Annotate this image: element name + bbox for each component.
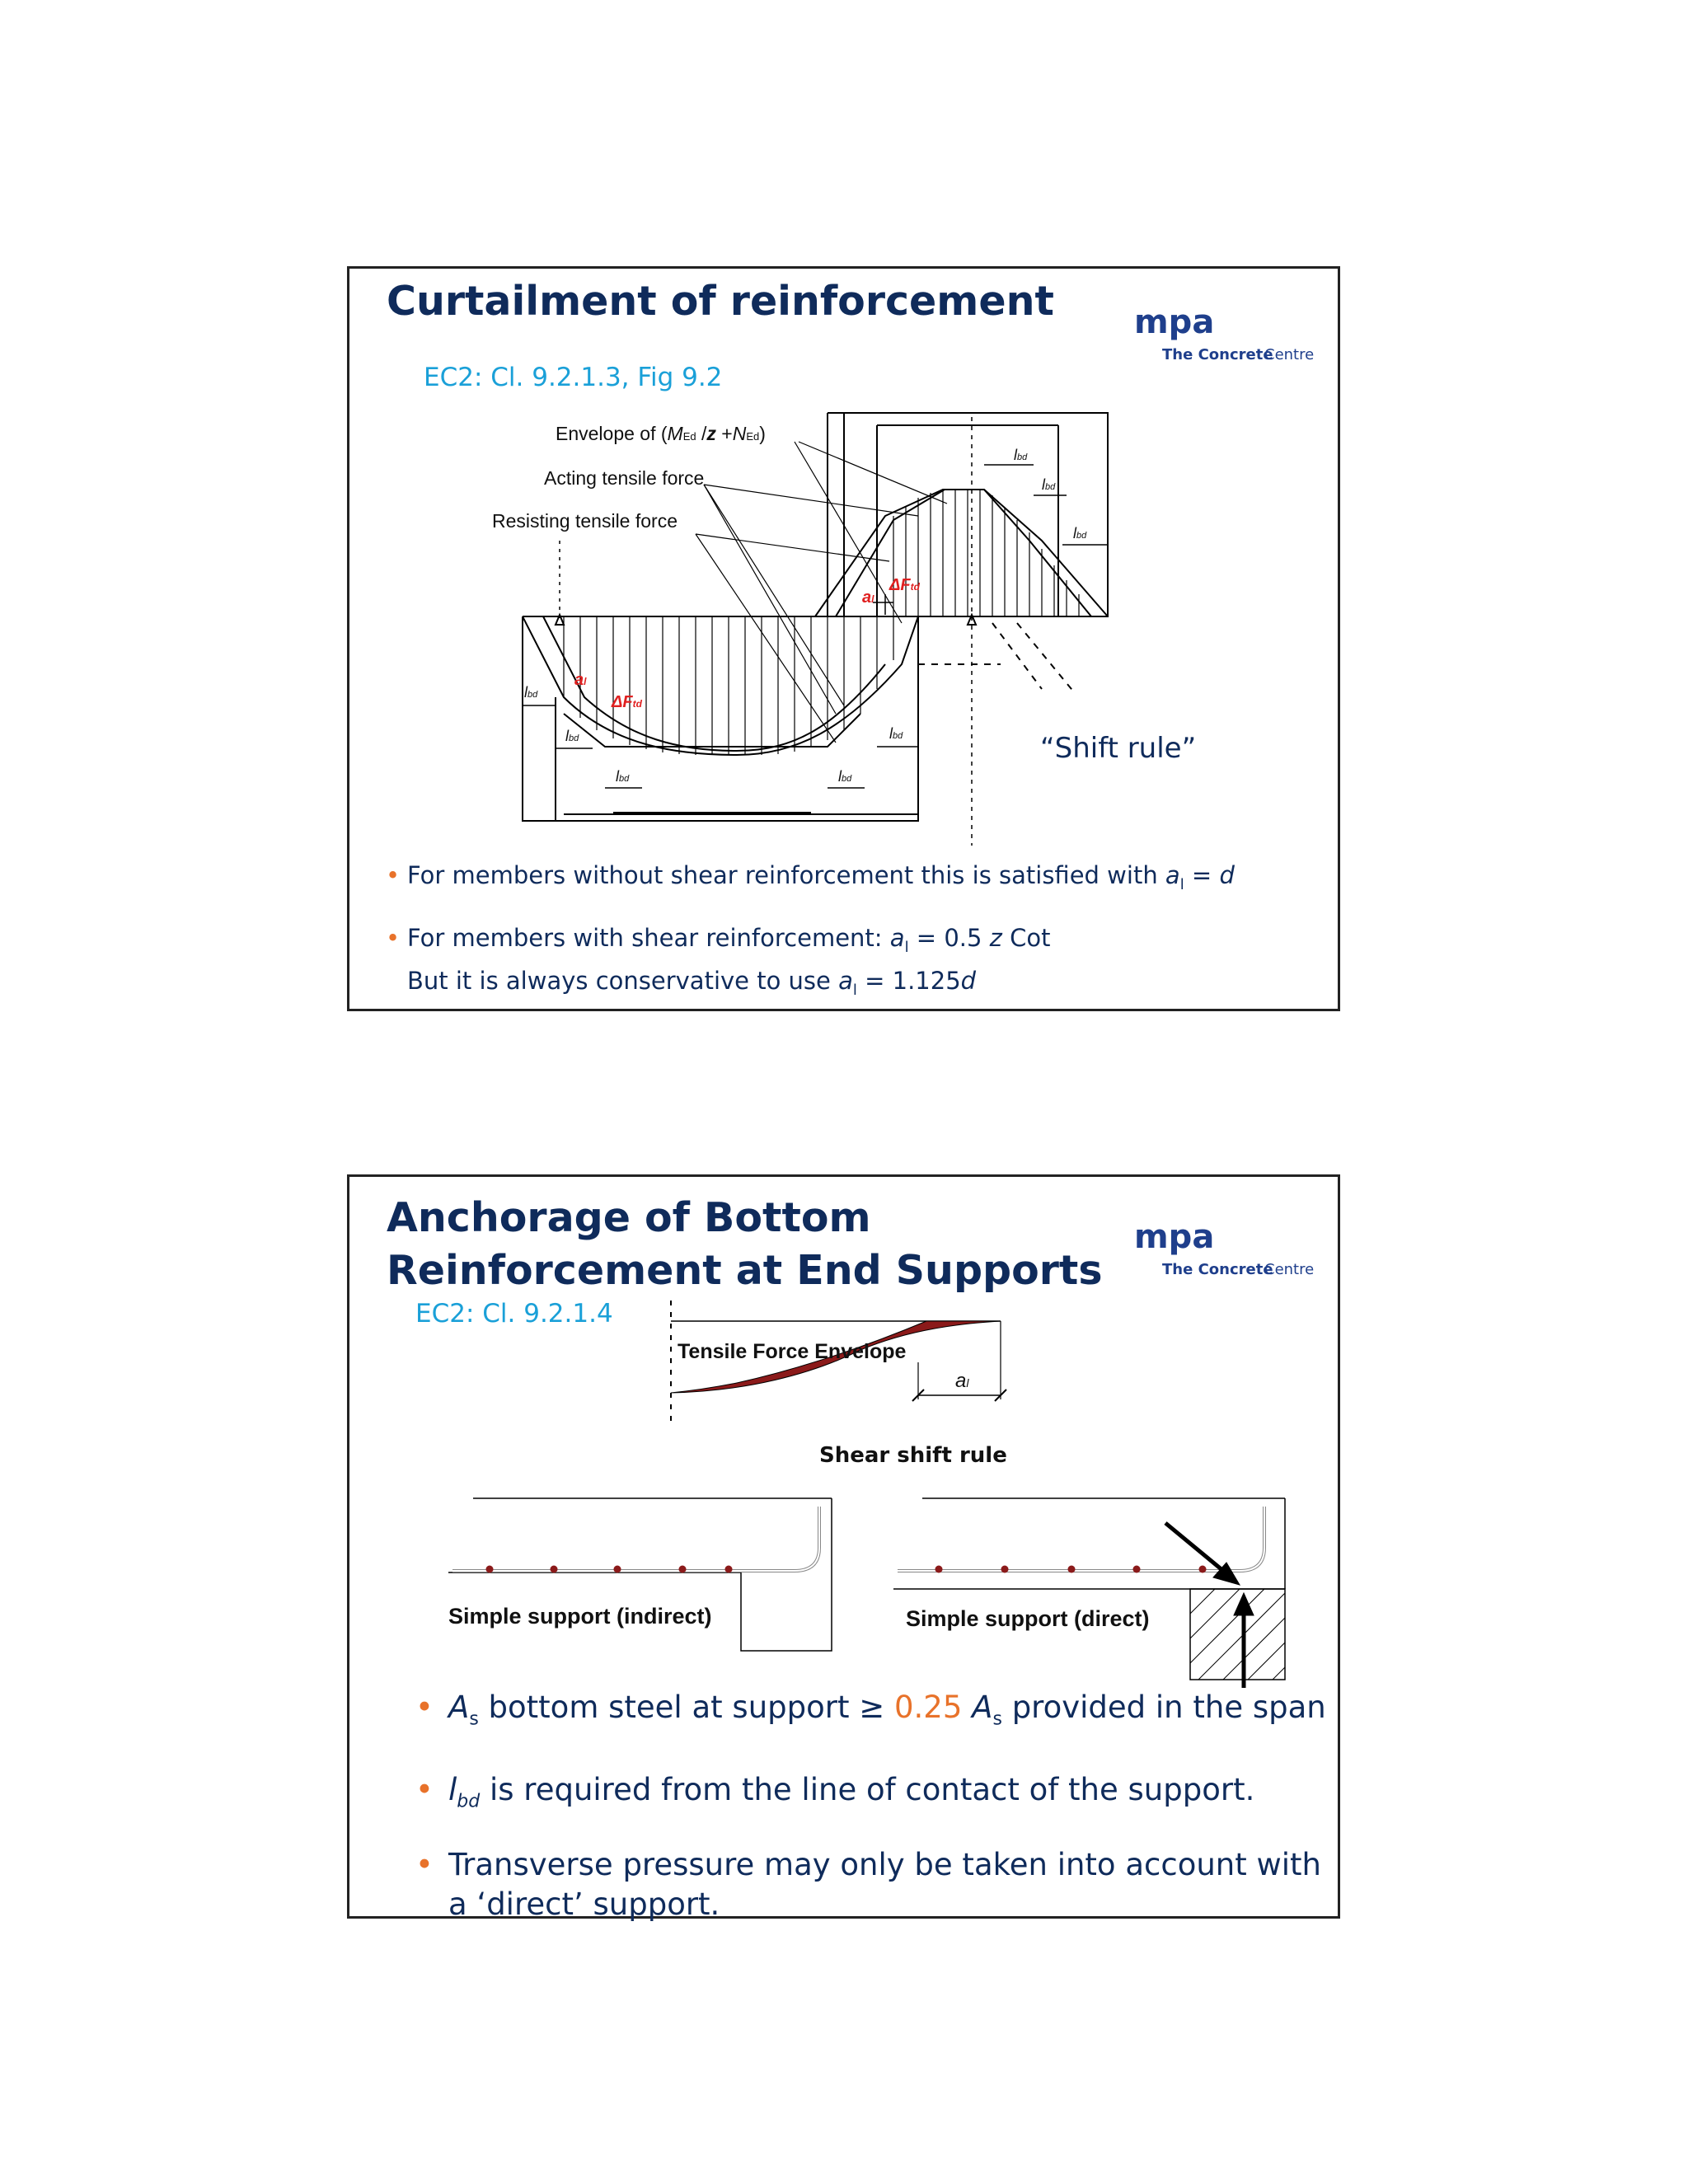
bullet-dot: •	[386, 861, 401, 889]
indirect-support-label: Simple support (indirect)	[448, 1604, 712, 1629]
bullet-1-text: For members without shear reinforcement this is satisfied with	[407, 861, 1165, 889]
svg-text:lbd	[524, 684, 538, 701]
bullet-2-line2: But it is always conservative to use	[407, 966, 839, 995]
delta-f-label-2: ΔF	[889, 576, 911, 594]
bullet-1-value: 0.25	[894, 1690, 963, 1725]
bullet-1-as2: A	[962, 1690, 993, 1725]
title-line-1: Anchorage of Bottom	[387, 1194, 871, 1241]
logo-brand: mpa	[1134, 1218, 1215, 1256]
bullet-2-sub2: l	[852, 981, 857, 999]
bullet-dot: •	[415, 1846, 434, 1882]
svg-text:al	[574, 671, 587, 689]
al-sub-1: l	[584, 676, 587, 687]
bullet-3-line1: Transverse pressure may only be taken into account with	[448, 1846, 1321, 1882]
bullet-2-z: z	[989, 923, 1002, 952]
lbd-sub-7: bd	[1045, 482, 1056, 492]
bullet-2-a2: a	[838, 966, 853, 995]
svg-text:lbd	[889, 725, 903, 742]
svg-text:lbd	[1014, 447, 1028, 463]
bullet-2-cot: Cot	[1001, 923, 1051, 952]
bullet-1-s: s	[469, 1708, 479, 1730]
lbd-sub-1: bd	[528, 690, 538, 700]
svg-text:lbd	[565, 728, 579, 744]
bullet-2-eq: = 0.5	[908, 923, 990, 952]
bullet-2	[415, 1770, 1326, 1821]
label-acting-force: Acting tensile force	[544, 467, 705, 489]
lbd-sub-5: bd	[893, 731, 903, 741]
lbd-sub-8: bd	[1076, 531, 1087, 541]
lbd-sub-6: bd	[1017, 452, 1028, 462]
shear-shift-label: Shear shift rule	[819, 1443, 1007, 1468]
bullet-1-as: A	[448, 1690, 470, 1725]
label-envelope-ed1: Ed	[682, 430, 696, 443]
bullet-1	[415, 1688, 1326, 1739]
label-envelope-n: N	[732, 423, 747, 444]
lbd-label-4: l	[838, 768, 842, 785]
bullet-2-text: For members with shear reinforcement:	[407, 923, 890, 952]
lbd-sub-2: bd	[569, 733, 579, 743]
svg-text:al	[955, 1370, 969, 1392]
title-line-2: Reinforcement at End Supports	[387, 1247, 1103, 1294]
anchorage-diagram	[349, 1177, 1339, 1688]
bullet-dot: •	[386, 923, 401, 952]
label-envelope: Envelope of (	[556, 423, 668, 444]
delta-f-sub-2: td	[910, 581, 920, 593]
bullet-3	[415, 1845, 1326, 1924]
bullet-1-eq: =	[1184, 861, 1220, 889]
logo-tagline-bold: The Concrete	[1162, 346, 1273, 363]
svg-text:lbd	[838, 768, 852, 785]
lbd-sub-3: bd	[619, 774, 630, 784]
tensile-envelope-label: Tensile Force Envelope	[678, 1340, 907, 1363]
logo-tagline-rest: Centre	[1264, 346, 1315, 363]
bullet-1-s2: s	[992, 1708, 1002, 1730]
bullet-1	[386, 859, 1235, 902]
bullet-list	[415, 1688, 1326, 1924]
lbd-label-8: l	[1073, 525, 1076, 541]
lbd-sub-4: bd	[842, 774, 852, 784]
code-reference: EC2: Cl. 9.2.1.3, Fig 9.2	[424, 363, 723, 392]
logo-tagline-rest: Centre	[1264, 1261, 1315, 1278]
label-envelope-suffix: )	[759, 423, 766, 444]
bullet-list	[386, 859, 1235, 1006]
bullet-dot: •	[415, 1772, 434, 1808]
bullet-2-sub: l	[904, 938, 909, 956]
lbd-label-6: l	[1014, 447, 1017, 463]
curtailment-diagram	[349, 269, 1339, 846]
bullet-2-tail: is required from the line of contact of the support.	[480, 1772, 1255, 1808]
svg-text:lbd	[1042, 476, 1056, 493]
bullet-3-line2: a ‘direct’ support.	[448, 1886, 720, 1922]
label-envelope-mid: /	[696, 423, 707, 444]
direct-support-label: Simple support (direct)	[906, 1606, 1150, 1631]
slide-anchorage	[347, 1174, 1340, 1922]
logo-tagline-bold: The Concrete	[1162, 1261, 1273, 1278]
al-label-1: a	[574, 671, 584, 689]
svg-text:Envelope of (MEd /z +NEd)	[556, 423, 766, 444]
shift-rule-label: “Shift rule”	[1040, 732, 1197, 765]
bullet-1-tail: provided in the span	[1001, 1690, 1326, 1725]
al-sub: l	[966, 1376, 969, 1390]
svg-text:lbd	[1073, 525, 1087, 541]
delta-f-label-1: ΔF	[612, 693, 633, 711]
lbd-label-5: l	[889, 725, 893, 742]
al-label: a	[955, 1370, 967, 1392]
al-sub-2: l	[871, 593, 874, 605]
logo-brand: mpa	[1134, 303, 1215, 341]
label-envelope-m: M	[667, 423, 683, 444]
code-reference: EC2: Cl. 9.2.1.4	[415, 1299, 613, 1329]
svg-text:ΔFtd	[611, 693, 643, 711]
al-label-2: a	[862, 588, 872, 607]
lbd-label-7: l	[1042, 476, 1045, 493]
bullet-2-d: d	[960, 966, 977, 995]
label-envelope-ed2: Ed	[746, 430, 760, 443]
lbd-label-1: l	[524, 684, 528, 701]
pressure-arrows	[1165, 1523, 1254, 1688]
bullet-2-a: a	[889, 923, 905, 952]
delta-f-sub-1: td	[632, 698, 642, 710]
svg-text:lbd	[616, 768, 630, 785]
bullet-2-eq2: = 1.125	[856, 966, 961, 995]
slide-title: Curtailment of reinforcement	[387, 278, 1054, 325]
bullet-2-l: l	[448, 1772, 457, 1808]
bullet-2	[386, 921, 1235, 1007]
label-resisting-force: Resisting tensile force	[492, 510, 678, 532]
bullet-1-sub: l	[1179, 875, 1184, 893]
svg-text:ΔFtd	[889, 576, 921, 594]
bullet-1-mid: bottom steel at support ≥	[478, 1690, 894, 1725]
bullet-2-bd: bd	[457, 1791, 481, 1812]
lbd-label-2: l	[565, 728, 569, 744]
bullet-1-a: a	[1165, 861, 1180, 889]
label-envelope-plus: +	[715, 423, 733, 444]
bullet-dot: •	[415, 1690, 434, 1725]
label-envelope-z: z	[706, 423, 716, 444]
bullet-1-d: d	[1219, 861, 1235, 889]
slide-curtailment	[347, 266, 1340, 1011]
lbd-label-3: l	[616, 768, 619, 785]
svg-text:al	[862, 588, 874, 607]
